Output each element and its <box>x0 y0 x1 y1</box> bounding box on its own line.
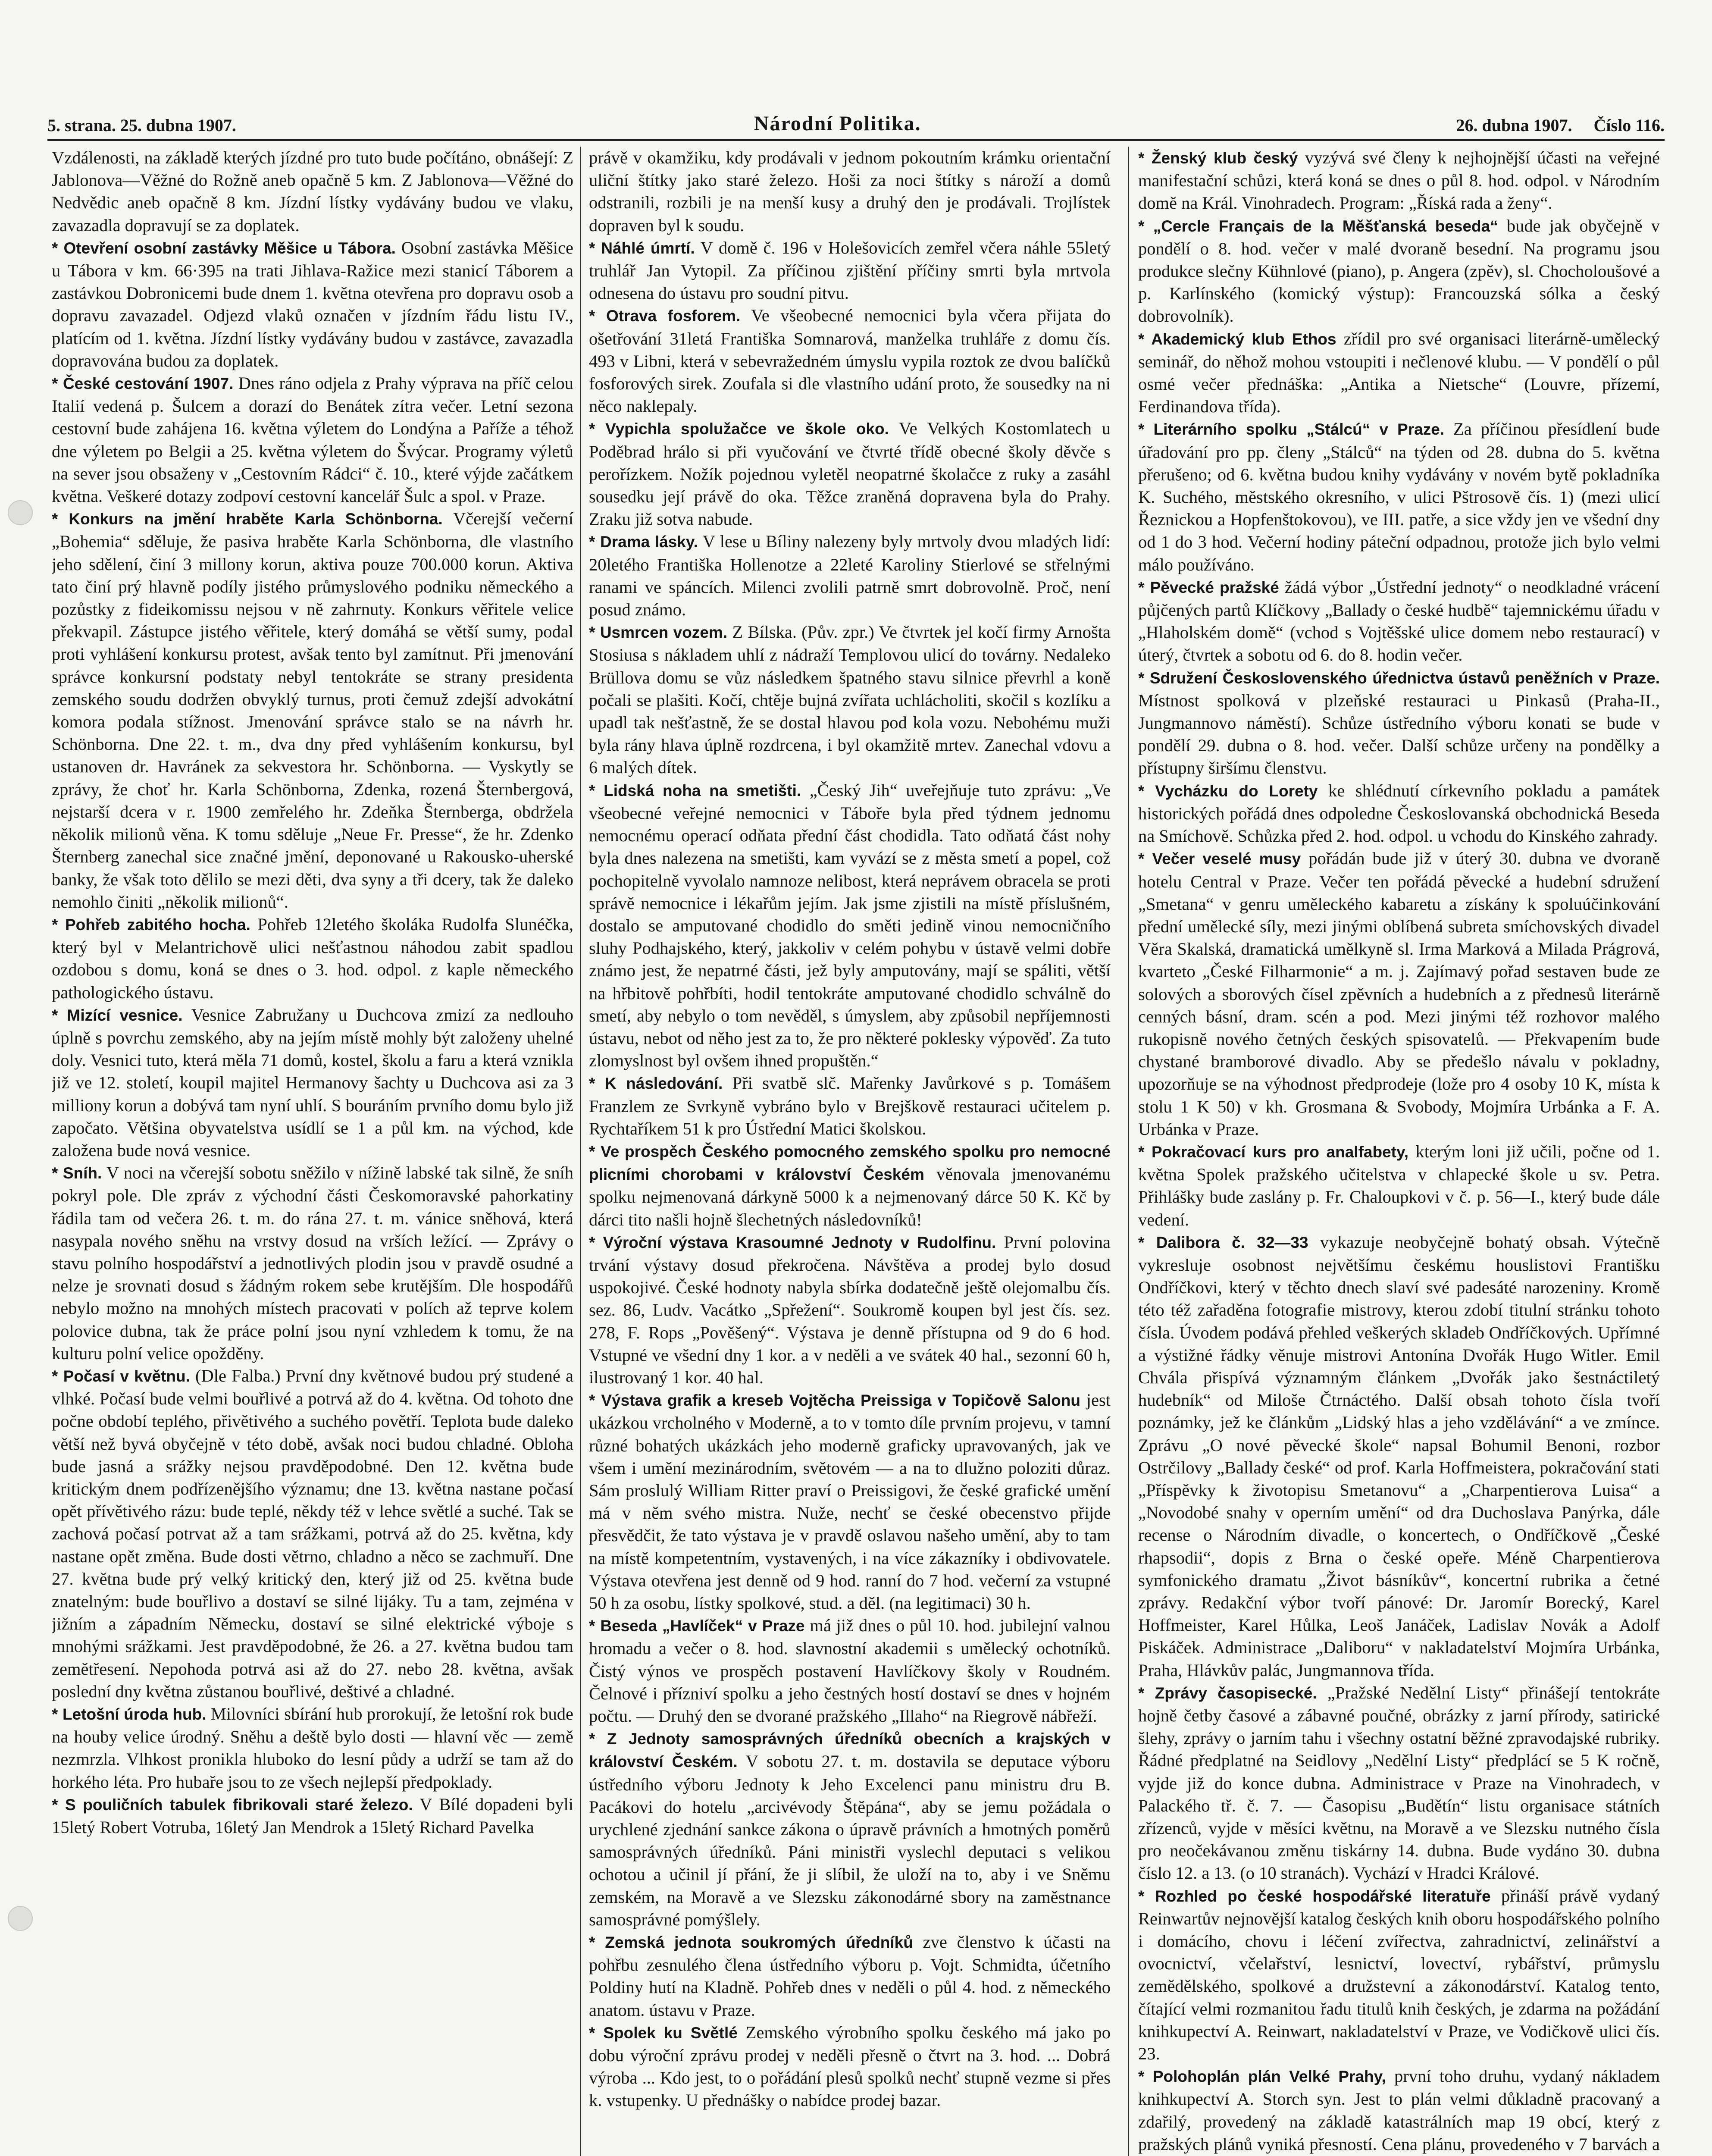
news-item <box>589 1727 1111 1931</box>
header-date: 26. dubna 1907. <box>1456 116 1572 135</box>
news-item-body: zve členstvo k účasti na pohřbu zesnulého člena ústředního výboru p. Vojt. Schmidta, účetního Poldiny hutí na Kladně. Pohřeb dnes v neděli o půl 4. hod. z německého anatom. ústavu v Praze. <box>589 1932 1111 2020</box>
news-item-headline: * Pěvecké pražské <box>1138 578 1279 596</box>
news-item-headline: * Dalibora č. 32—33 <box>1138 1233 1308 1251</box>
news-item-body: jest ukázkou vrcholného v Moderně, a to v tomto díle prvním projevu, v tamní různé bohatých ukázkách jeho moderně graficky upravovaných, jak ve všem i umění mezinárodním, světovém — a na to dlužno poloziti důraz. Sám proslulý William Ritter praví o Preissigovi, že české grafické umění má v něm svého mistra. Nuže, nechť se české obecenstvo přijde přesvědčit, že tato výstava je v pravdě oslavou našeho umění, aby to tam na místě kompetentním, vystavených, i na více zákazníky i obdivovatele. Výstava otevřena jest denně od 9 hod. ranní do 7 hod. večerní za vstupné 50 h za osobu, lístky spolkové, stud. a děl. (na legitimaci) 30 h. <box>589 1390 1111 1613</box>
news-item <box>1138 215 1660 328</box>
masthead-title: Národní Politika. <box>754 112 921 135</box>
news-item <box>52 1793 573 1839</box>
news-item-body: V lese u Bíliny nalezeny byly mrtvoly dvou mladých lidí: 20letého Františka Hollenotze a 22leté Karoliny Stierlové se střelnými ranami ve spáncích. Milenci zvolili patrně smrt dobrovolně. Proč, není posud známo. <box>589 532 1111 620</box>
news-item-headline: * Vypichla spolužačce ve škole oko. <box>589 420 889 438</box>
column-divider <box>1128 147 1129 2156</box>
news-item-headline: * Počasí v květnu. <box>52 1367 190 1385</box>
news-item-headline: * Lidská noha na smetišti. <box>589 781 801 799</box>
news-item-body: bude jak obyčejně v pondělí o 8. hod. večer v malé dvoraně besední. Na programu jsou produkce slečny Kühnlové (piano), p. Angera (zpěv), sl. Chocholoušové a p. Karlínského (komický výstup): Francouzská sólka a český dobrovolník). <box>1138 216 1660 326</box>
news-item-body: Ve Velkých Kostomlatech u Poděbrad hrálo si při vyučování ve čtvrté třídě obecné školy děvče s perořízkem. Nožík pojednou vyletěl neopatrné školačce z ruky a zasáhl sousedku její právě do oka. Těžce zraněná dopravena byla do Prahy. Zraku již sotva nabude. <box>589 419 1111 529</box>
news-item <box>1138 780 1660 848</box>
news-item-body: Včerejší večerní „Bohemia“ sděluje, že pasiva hraběte Karla Schönborna, dle vlastního jeho sdělení, činí 3 millony korun, aktiva pouze 700.000 korun. Aktiva tato činí prý hlavně podíly jistého průmyslového podniku německého a pozůstky z fideikomissu nejsou v ně zahrnuty. Konkurs věřitele velice překvapil. Zástupce jistého věřitele, který domáhá se větší sumy, podal proti vyhlášení konkursu protest, avšak tento byl zamítnut. Při jmenování správce konkursní podstaty nebyl tentokráte se strany presidenta zemského soudu dodržen obvyklý turnus, proti čemuž zdejší advokátní komora podala stížnost. Jmenování správce stalo se na návrh hr. Schönborna. Dne 22. t. m., dva dny před vyhlášením konkursu, byl ustanoven dr. Havránek za sekvestora hr. Schönborna. — Vyskytly se zprávy, že choť hr. Karla Schönborna, Zdenka, rozená Šternbergová, nejstarší dcera v r. 1900 zemřelého hr. Zdeňka Šternberga, obdržela několik milionů věna. K tomu sděluje „Neue Fr. Presse“, že hr. Zdenko Šternberg zanechal sice značné jmění, deponované u Rakousko-uherské banky, že však toto dělilo se mezi děti, dva syny a tři dcery, tak že daleko nemohlo činiti „několik milionů“. <box>52 509 573 912</box>
news-item-headline: * K následování. <box>589 1075 723 1093</box>
news-item-headline: * Polohoplán plán Velké Prahy, <box>1138 2068 1386 2086</box>
news-item <box>589 1072 1111 1140</box>
news-item <box>1138 1231 1660 1682</box>
news-item <box>589 530 1111 621</box>
binding-hole <box>8 1906 33 1931</box>
news-item <box>52 1004 573 1162</box>
news-item <box>52 913 573 1004</box>
news-item-headline: * Výroční výstava Krasoumné Jednoty v Rudolfinu. <box>589 1233 996 1251</box>
news-item <box>1138 418 1660 576</box>
news-item <box>52 372 573 508</box>
news-item-body: „Pražské Nedělní Listy“ přinášejí tentokráte hojně četby časové a zábavné poučné, obrázky z jarní přírody, satirické šlehy, zprávy o jarním tahu i všechny ostatní běžné zpravodajské rubriky. Řádné předplatné na Seidlovy „Nedělní Listy“ předplácí se 5 K ročně, vyjde již do konce dubna. Administrace v Praze na Vinohradech, v Palackého tř. č. 7. — Časopisu „Budětín“ listu organisace státních zřízenců, vyjde v měsíci květnu, na Moravě a ve Slezsku nutného čísla pro neočekávanou změnu tiskárny 14. dubna. Bude vydáno 30. dubna číslo 12. a 13. (o 10 stranách). Vychází v Hradci Králové. <box>1138 1683 1660 1883</box>
news-item <box>1138 1682 1660 1885</box>
news-item-body: Za příčinou přesídlení bude úřadování pro pp. členy „Stálců“ na týden od 28. dubna do 5. května přerušeno; od 6. května budou knihy vydávány v novém bytě pokladníka K. Suchého, městského okresního, v ulici Pštrosově čís. 1) (mezi ulicí Řeznickou a Hopfenštokovou), ve III. patře, a sice vždy jen ve všední dny od 1 do 3 hod. Večerní hodiny páteční odpadnou, protože jich bylo velmi málo používáno. <box>1138 419 1660 574</box>
news-item-headline: * Literárního spolku „Stálcú“ v Praze. <box>1138 420 1445 439</box>
news-item-headline: * Letošní úroda hub. <box>52 1705 207 1724</box>
header-issue: Číslo 116. <box>1593 116 1665 135</box>
column-divider <box>580 147 581 2156</box>
news-item-headline: * Rozhled po české hospodářské literatuře <box>1138 1887 1491 1905</box>
news-item-headline: * Zprávy časopisecké. <box>1138 1684 1317 1702</box>
news-item-body: Vesnice Zabružany u Duchcova zmizí za nedlouho úplně s povrchu zemského, aby na jejím místě mohly být založeny uhelné doly. Vesnici tuto, která měla 71 domů, kostel, školu a faru a která vznikla již ve 12. století, koupil majitel Hermanovy šachty u Duchcova asi za 3 milliony korun a dobývá tam nyní uhlí. S bouráním prvního domu bylo již započato. Většina obyvatelstva usídlí se 1 a půl km. na východ, kde založena bude nová vesnice. <box>52 1005 573 1160</box>
news-item-body: právě v okamžiku, kdy prodávali v jednom pokoutním krámku orientační uliční štítky jako staré železo. Hoši za noci štítky s nároží a domů odstranili, rozbili je na menší kusy a druhý den je prodávali. Trojlístek dopraven byl k soudu. <box>589 148 1111 235</box>
news-item <box>1138 2065 1660 2156</box>
column-1 <box>52 147 573 2156</box>
news-item <box>1138 576 1660 667</box>
news-item-headline: * Z Jednoty samosprávných úředníků obecních a krajských v království Českém. <box>589 1730 1111 1771</box>
news-item-body: Ve všeobecné nemocnici byla včera přijata do ošetřování 31letá Františka Somnarová, manželka truhláře z domu čís. 493 v Libni, která v sebevražedném úmyslu vypila roztok ze dvou balíčků fosforových sirek. Zoufala si dle vlastního udání proto, že sousedky na ni něco naklepaly. <box>589 306 1111 416</box>
news-item-headline: * Večer veselé musy <box>1138 850 1301 868</box>
news-item-headline: * Akademický klub Ethos <box>1138 330 1336 348</box>
news-item-body: „Český Jih“ uveřejňuje tuto zprávu: „Ve všeobecné veřejné nemocnici v Táboře byla před týdnem jednomu nemocnému operací odňata přední část chodidla. Tato odňatá část nohy byla dnes nalezena na smetišti, kam vyvází se z města smetí a popel, což pochopitelně vyvolalo namnoze nelibost, která neprávem obracela se proti správě nemocnice i lékařům jejím. Jak jsme zjistili na místě příslušném, dostalo se amputované chodidlo do směti jedině vinou nemocničního sluhy Podhajského, který, jakkoliv v celém pohybu v ústavě velmi dobře známo jest, že nepatrné části, jež byly amputovány, mají se spáliti, větší na hřbitově pohřbíti, hodil tentokráte amputované chodidlo schválně do smetí, aby nebylo o tom nevěděl, s úmyslem, aby způsobil nepříjemnosti ústavu, nebot od něho jest za to, že pro některé poklesky výpověď. Za tuto zlomyslnost byl ovšem ihned propuštěn.“ <box>589 780 1111 1071</box>
news-item <box>1138 1885 1660 2065</box>
news-item-body: kterým loni již učili, počne od 1. května Spolek pražského učitelstva v chlapecké škole u sv. Petra. Přihlášky bude zaslány p. Fr. Chaloupkovi v č. p. 56—I., který bude dále vedení. <box>1138 1141 1660 1229</box>
news-item-body: Místnost spolková v plzeňské restauraci u Pinkasů (Praha-II., Jungmannovo náměstí). Schůze ústředního výboru konati se bude v pondělí 29. dubna o 8. hod. večer. Další schůze určeny na pondělky a přístupny širšímu členstvu. <box>1138 690 1660 778</box>
news-item-headline: * Mizící vesnice. <box>52 1006 183 1024</box>
column-3 <box>1138 147 1660 2156</box>
news-item <box>589 147 1111 237</box>
news-item-body: věnovala jmenovanému spolku nejmenovaná dárkyně 5000 k a nejmenovaný dárce 50 K. Kč by dárci tito našli hojně šlechetných následovníků! <box>589 1164 1111 1229</box>
news-item-headline: * S pouličních tabulek fibrikovali staré železo. <box>52 1796 413 1814</box>
news-item <box>52 237 573 372</box>
news-item-headline: * Konkurs na jmění hraběte Karla Schönborna. <box>52 510 443 528</box>
news-item-body: V Bílé dopadeni byli 15letý Robert Votruba, 16letý Jan Mendrok a 15letý Richard Pavelka <box>52 1794 573 1837</box>
news-item-body: V sobotu 27. t. m. dostavila se deputace výboru ústředního výboru Jednoty k Jeho Excelenci panu ministru dru B. Pacákovi do hotelu „arcivévody Štěpána“, aby se jemu požádala o urychlené zjednání sankce zákona o úpravě právních a hmotných poměrů samosprávných úředníků. Páni ministři vyslechl deputaci s velikou ochotou a učinil jí přání, že ji slíbil, že uloží na to, aby i ve Sněmu zemském, na Moravě a ve Slezsku zákonodárné sbory na zaměstnance samosprávné pomýšlely. <box>589 1752 1111 1929</box>
news-item <box>1138 667 1660 780</box>
news-item <box>589 417 1111 530</box>
news-item <box>589 1931 1111 2021</box>
news-item <box>1138 847 1660 1141</box>
news-item-body: Z Bílska. (Pův. zpr.) Ve čtvrtek jel kočí firmy Arnošta Stosiusa s nákladem uhlí z nádraží Templovou ulicí do továrny. Nedaleko Brüllova domu se vůz následkem špatného stavu silnice převrhl a koně počali se plašiti. Kočí, chtěje bujná zvířata uchlácholiti, skočil s kozlíku a upadl tak nešťastně, že se dostal hlavou pod kola vozu. Nebohému muži byla rány hlava úplně rozdrcena, i byl okamžitě mrtev. Zanechal vdovu a 6 malých dítek. <box>589 622 1111 777</box>
news-item <box>52 1365 573 1703</box>
news-item <box>1138 147 1660 215</box>
news-item-body: První polovina trvání výstavy dosud překročena. Návštěva a prodej bylo dosud uspokojivé. České hodnoty nabyla sbírka dodatečně ještě olejomalbu čís. sez. 86, Ludv. Vacátko „Spřežení“. Soukromě koupen byl jest čís. sez. 278, F. Rops „Pověšený“. Výstava je denně přístupna od 9 do 6 hod. Vstupné ve všední dny 1 kor. a v neděli a ve svátek 40 hal., sezonní 60 h, ilustrovaný 1 kor. 40 hal. <box>589 1232 1111 1387</box>
news-item-headline: * Otevření osobní zastávky Měšice u Tábora. <box>52 239 396 257</box>
news-item <box>1138 1141 1660 1231</box>
news-item-body: žádá výbor „Ústřední jednoty“ o neodkladné vrácení půjčených partů Klíčkovy „Ballady o české hudbě“ tajemnickému úřadu v „Hlaholském domě“ (vchod s Vojtěšské ulice domem nebo restaurací) v úterý, čtvrtek a sobotu od 6. do 8. hodin večer. <box>1138 577 1660 665</box>
header-page-date: 5. strana. 25. dubna 1907. <box>47 116 236 135</box>
news-item <box>589 237 1111 305</box>
news-item-body: první toho druhu, vydaný nákladem knihkupectví A. Storch syn. Jest to plán velmi důkladně pracovaný a zdařilý, provedený na základě katastrálních map 19 obcí, který z pražských plánů vyniká přesností. Cena plánu, provedeného v 7 barvách a <box>1138 2066 1660 2154</box>
news-item <box>589 304 1111 417</box>
news-item <box>52 1162 573 1365</box>
news-item-headline: * Spolek ku Světlé <box>589 2024 738 2042</box>
news-item <box>589 779 1111 1072</box>
news-item-headline: * Ženský klub český <box>1138 149 1298 167</box>
news-item-headline: * České cestování 1907. <box>52 375 234 393</box>
news-item-headline: * Sdružení Československého úřednictva ústavů peněžních v Praze. <box>1138 669 1660 687</box>
news-item-body: Osobní zastávka Měšice u Tábora v km. 66·395 na trati Jihlava-Ražice mezi stanicí Táborem a zastávkou Dobronicemi bude dnem 1. května otevřena pro dopravu osob a dopravu zavazadel. Odjezd vlaků označen v jízdním řádu listu IV., platícím od 1. května. Jízdní lístky vydávány budou v zastávce, zavazadla dopravována budou za doplatek. <box>52 238 573 370</box>
news-item-headline: * Ve prospěch Českého pomocného zemského spolku pro nemocné plicními chorobami v království Českém <box>589 1142 1111 1184</box>
news-item-headline: * Náhlé úmrtí. <box>589 239 695 257</box>
news-item <box>589 1389 1111 1614</box>
news-item-body: přináší právě vydaný Reinwartův nejnovější katalog českých knih oboru hospodářského polního i domácího, chovu i léčení zvířectva, zahradnictví, zelinářství a ovocnictví, včelařství, lesnictví, lovectví, rybářství, průmyslu zemědělského, spolkové a družstevní a zákonodárství. Katalog tento, čítající velmi rozmanitou řadu titulů knih českých, je zdarma na požádání knihkupectví A. Reinwart, nakladatelství v Praze, ve Vodičkově ulici čís. 23. <box>1138 1886 1660 2064</box>
news-item <box>52 147 573 237</box>
news-item <box>589 2021 1111 2112</box>
news-item-headline: * Usmrcen vozem. <box>589 624 728 642</box>
news-item-body: (Dle Falba.) První dny květnové budou prý studené a vlhké. Počasí bude velmi bouřlivé a potrvá až do 4. května. Od tohoto dne počne období teplého, přivětivého a suchého povětří. Teplota bude daleko větší než byvá obyčejně v této době, avšak noci budou chladné. Obloha bude jasná a srážky nejsou pravděpodobné. Den 12. května bude kritickým dnem podřízenějšího významu; dne 13. května nastane počasí opět přívětivého rázu: bude teplé, někdy též v lehce světlé a suché. Tak se zachová počasí potrvat až a tam srážkami, potrvá až do 25. května, kdy nastane opět změna. Bude dosti větrno, chladno a něco se zachmuří. Dne 27. května bude prý velký kritický den, který již od 25. května bude znatelným: bude bouřlivo a dostaví se silné lijáky. Tu a tam, zejména v jižním a západním Německu, dostaví se silné elektrické výboje s mnohými srážkami. Jest pravděpodobné, že 26. a 27. května budou tam zemětřesení. Nepohoda potrvá asi až do 27. nebo 28. května, avšak poslední dny května zůstanou bouřlivé, deštivé a chladné. <box>52 1366 573 1701</box>
news-item <box>589 1140 1111 1231</box>
news-item-body: pořádán bude již v úterý 30. dubna ve dvoraně hotelu Central v Praze. Večer ten pořádá pěvecké a hudební sdružení „Smetana“ v genru uměleckého kabaretu a získány k spoluúčinkování přední umělecké síly, mezi jinými oblíbená subreta smíchovských divadel Věra Skalská, dramatická umělkyně sl. Irma Marková a Milada Prágrová, kvarteto „České Filharmonie“ a m. j. Zajímavý pořad sestaven bude ze solových a sborových čísel zpěvních a hudebních a z přednesů literárně cenných básní, dram. scén a pod. Mezi jinými též rozhovor malého rukopisně nového četných českých spisovatelů. — Překvapením bude chystané bramborové divadlo. Aby se předešlo návalu v pokladny, upozorňuje se na výhodnost předprodeje (lože pro 4 osoby 10 K, místa k stolu 1 K 50) v kh. Grosmana & Svobody, Mojmíra Urbánka a F. A. Urbánka v Praze. <box>1138 849 1660 1139</box>
news-item-headline: * Drama lásky. <box>589 533 698 551</box>
page-header <box>47 108 1665 135</box>
news-item-body: ke shlédnutí církevního pokladu a památek historických pořádá dnes odpoledne Českoslovanská obchodnická Beseda na Smíchově. Schůzka před 2. hod. odpol. u vchodu do Kinského zahrady. <box>1138 780 1660 846</box>
news-item-headline: * „Cercle Français de la Měšťanská beseda“ <box>1138 217 1498 235</box>
news-item-body: Milovníci sbírání hub prorokují, že letošní rok bude na houby velice úrodný. Sněhu a deště bylo dosti — hlavní věc — země nezmrzla. Vlhkost pronikla hluboko do lesní půdy a udrží se tam až do horkého léta. Pro hubaře jsou to ze všech nejlepší předpoklady. <box>52 1704 573 1792</box>
header-rule <box>47 139 1665 141</box>
news-item-body: Dnes ráno odjela z Prahy výprava na příč celou Italií vedená p. Šulcem a dorazí do Benátek zítra večer. Letní sezona cestovní bude zahájena 16. května výletem do Londýna a Paříže a téhož dne výletem po Belgii a 25. května výletem do Švýcar. Programy výletů na sever jsou obsaženy v „Cestovním Rádci“ č. 10., které výjde začátkem května. Veškeré dotazy zodpoví cestovní kancelář Šulc a spol. v Praze. <box>52 373 573 506</box>
news-item-body: Při svatbě slč. Mařenky Javůrkové s p. Tomášem Franzlem ze Svrkyně vybráno bylo v Brejškově restauraci učitelem p. Rychtaříkem 51 k pro Ústřední Matici školskou. <box>589 1073 1111 1138</box>
news-item-headline: * Pohřeb zabitého hocha. <box>52 915 250 934</box>
news-item-headline: * Sníh. <box>52 1164 102 1182</box>
news-item <box>1138 328 1660 418</box>
news-item-body: V noci na včerejší sobotu sněžilo v nížině labské tak silně, že sníh pokryl pole. Dle zpráv z východní části Českomoravské pahorkatiny řádila tam od večera 26. t. m. do rána 27. t. m. vánice sněhová, která nasypala nového sněhu na vrstvy dosud na vrších ležící. — Zprávy o stavu polního hospodářství a jednotlivých plodin jsou v pravdě osudné a nelze je srovnati dosud s žádným rokem sebe krutějším. Dle hospodářů nebylo možno na mnohých místech pracovati v polích až teprve kolem polovice dubna, tak že práce polní jsou nyní vzhledem k tomu, že na kulturu polní velice opožděny. <box>52 1163 573 1363</box>
news-item-body: V domě č. 196 v Holešovicích zemřel včera náhle 55letý truhlář Jan Vytopil. Za příčinou zjištění příčiny smrti byla mrtvola odnesena do ústavu pro soudní pitvu. <box>589 238 1111 303</box>
news-item-headline: * Zemská jednota soukromých úředníků <box>589 1934 913 1952</box>
binding-hole <box>8 500 33 525</box>
news-item-body: zřídil pro své organisaci literárně-umělecký seminář, do něhož mohou vstoupiti i nečlenové klubu. — V pondělí o půl osmé večer přednáška: „Antika a Nietsche“ (Louvre, přízemí, Ferdinandova třída). <box>1138 329 1660 417</box>
news-item-headline: * Vycházku do Lorety <box>1138 782 1318 800</box>
news-item <box>52 508 573 913</box>
header-date-issue <box>1439 115 1665 135</box>
news-item-body: Pohřeb 12letého školáka Rudolfa Slunéčka, který byl v Melantrichově ulici nešťastnou náhodou zabit spadlou ozdobou s domu, koná se dnes o 3. hod. odpol. z kaple německého pathologického ústavu. <box>52 914 573 1002</box>
column-2 <box>589 147 1111 2156</box>
news-item <box>52 1703 573 1793</box>
news-item <box>589 1231 1111 1389</box>
news-item-body: má již dnes o půl 10. hod. jubilejní valnou hromadu a večer o 8. hod. slavnostní akademii s umělecký ochotníků. Čistý výnos ve prospěch postavení Havlíčkovy školy v Roudném. Čelnové i přízniví spolku a jeho čestných hostí dostaví se dnes v hojném počtu. — Druhý den se dvorané pražského „Illaho“ na Riegrově nábřeží. <box>589 1616 1111 1726</box>
news-item-body: vyzývá své členy k nejhojnější účasti na veřejné manifestační schůzi, která koná se dnes o půl 8. hod. odpol. v Národním domě na Král. Vinohradech. Program: „Říská rada a ženy“. <box>1138 148 1660 213</box>
news-item-body: Zemského výrobního spolku českého má jako po dobu výroční zprávu prodej v neděli přesně o čtvrt na 3. hod. ... Dobrá výroba ... Kdo jest, to o pořádání plesů spolků nechť stupně vezme si přes k. vstupenky. U přednášky o nabídce prodej bazar. <box>589 2022 1111 2110</box>
news-item-body: Vzdálenosti, na základě kterých jízdné pro tuto bude počítáno, obnášejí: Z Jablonova—Věžné do Rožně aneb opačně 5 km. Z Jablonova—Věžné do Nedvědic aneb opačně 8 km. Jízdní lístky vydávány budou ve vlaku, zavazadla dopravují se za doplatek. <box>52 148 573 235</box>
news-item-headline: * Výstava grafik a kreseb Vojtěcha Preissiga v Topičově Salonu <box>589 1391 1080 1410</box>
news-item-body: vykazuje neobyčejně bohatý obsah. Výtečně vykresluje osobnost největšímu českému houslistovi Františku Ondříčkovi, který v těchto dnech slaví své padesáté narozeniny. Kromě této též zařaděna fotografie mistrovy, kterou zdobí titulní stránku tohoto čísla. Úvodem podává přehled veškerých skladeb Ondříčkových. Upřímné a výstižné řádky věnuje mistrovi Antonína Dvořák Hugo Witler. Emil Chvála přispívá významným článkem „Dvořák jako šestnáctiletý hudebník“ od Miloše Čtrnáctého. Další obsah tohoto čísla tvoří poznámky, jež ke článkům „Lidský hlas a jeho vzdělávání“ a ve zmínce. Zprávu „O nové pěvecké škole“ napsal Bohumil Benoni, rozbor Ostrčilovy „Ballady české“ od prof. Karla Hoffmeistera, pokračování stati „Příspěvky k životopisu Smetanovu“ a „Charpentierova Luisa“ a „Novodobé snahy v operním umění“ od dra Duchoslava Panýrka, dále recense o Národním divadle, o koncertech, o Ondříčkově „České rhapsodii“, dopis z Brna o české opeře. Méně Charpentierova symfonického dramatu „Život básníkův“, koncertní rubrika a četné zprávy. Redakční výbor tvoří pánové: Dr. Jaromír Borecký, Karel Hoffmeister, Karel Hůlka, Leoš Janáček, Ladislav Novák a Adolf Piskáček. Administrace „Daliboru“ v nakladatelství Mojmíra Urbánka, Praha, Hlávkův palác, Jungmannova třída. <box>1138 1232 1660 1680</box>
news-item <box>589 1614 1111 1727</box>
news-item-headline: * Beseda „Havlíček“ v Praze <box>589 1617 805 1635</box>
news-item <box>589 621 1111 779</box>
news-item-headline: * Pokračovací kurs pro analfabety, <box>1138 1143 1409 1161</box>
news-item-headline: * Otrava fosforem. <box>589 307 741 325</box>
